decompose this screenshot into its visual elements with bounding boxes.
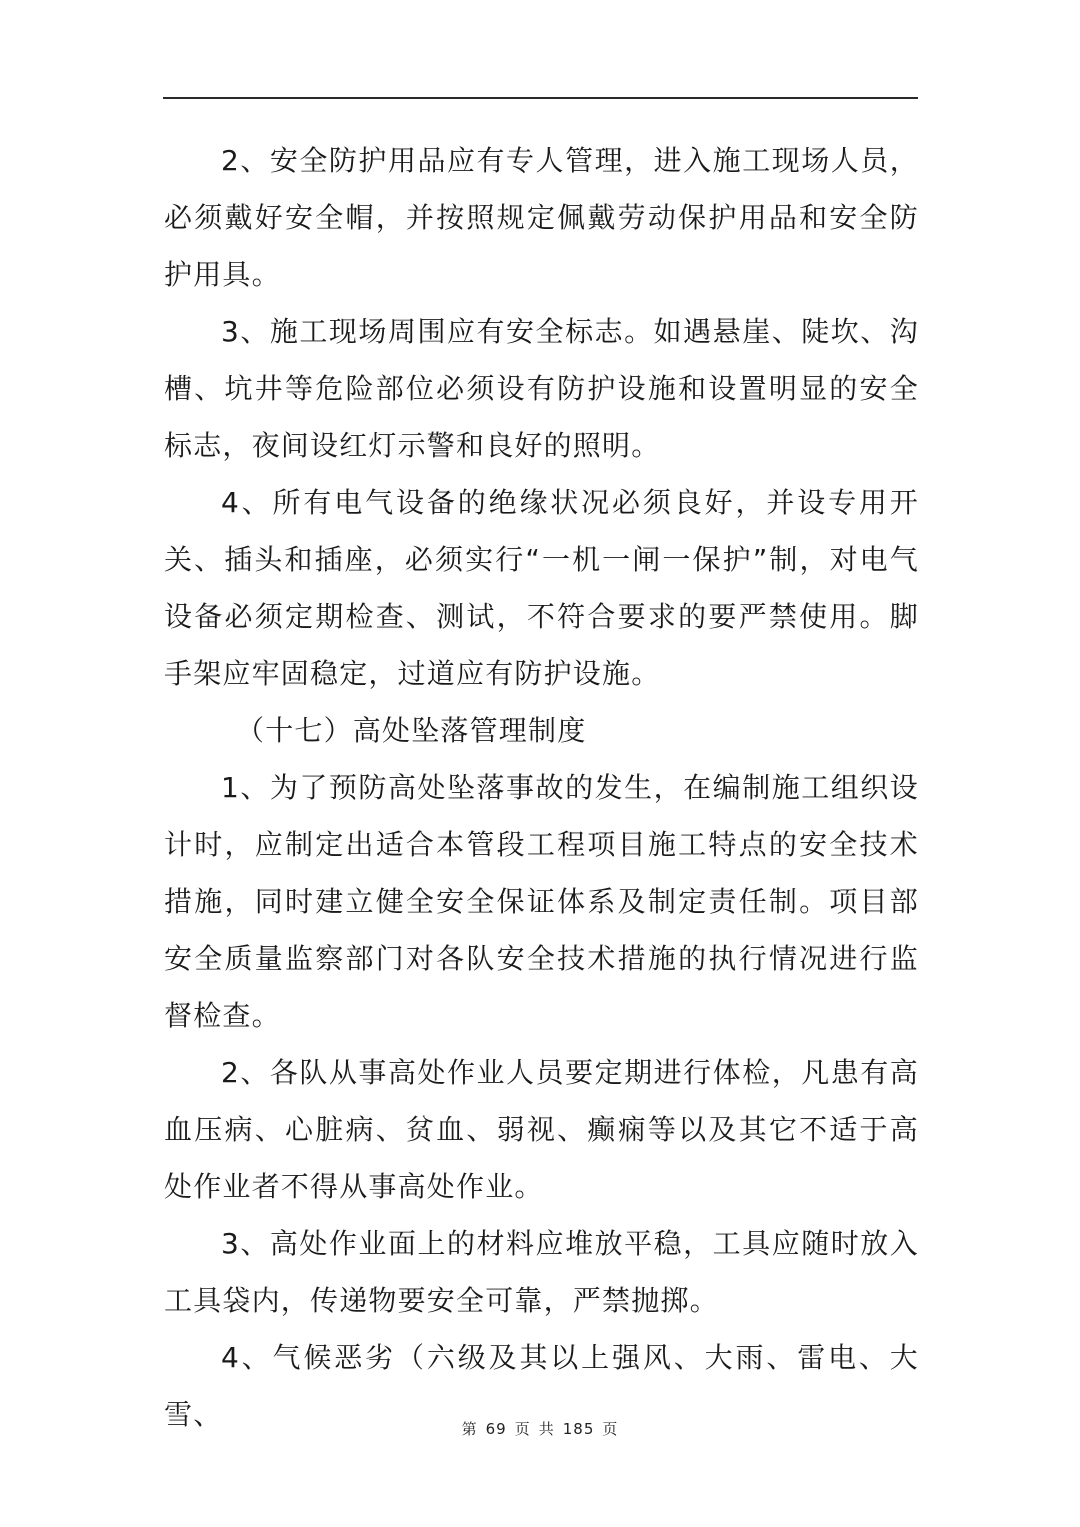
paragraph-section-17-item-2: 2、各队从事高处作业人员要定期进行体检，凡患有高血压病、心脏病、贫血、弱视、癫痫等以及其它不适于高处作业者不得从事高处作业。 [164,1056,919,1203]
footer-page-label: 页 [514,1420,531,1438]
footer-prefix: 第 [461,1420,478,1438]
paragraph-section-17-item-1: 1、为了预防高处坠落事故的发生，在编制施工组织设计时，应制定出适合本管段工程项目施工特点的安全技术措施，同时建立健全安全保证体系及制定责任制。项目部安全质量监察部门对各队安全技术措施的执行情况进行监督检查。 [164,771,919,1032]
section-heading-fall-management: （十七）高处坠落管理制度 [236,714,587,747]
footer-total-label: 共 [538,1420,555,1438]
paragraph-item-3-signs: 3、施工现场周围应有安全标志。如遇悬崖、陡坎、沟槽、坑井等危险部位必须设有防护设施和设置明显的安全标志，夜间设红灯示警和良好的照明。 [164,315,919,462]
footer-total-pages: 185 [562,1420,595,1438]
footer-page-end-label: 页 [602,1420,619,1438]
paragraph-item-2-ppe: 2、安全防护用品应有专人管理，进入施工现场人员，必须戴好安全帽，并按照规定佩戴劳动保护用品和安全防护用具。 [164,144,919,291]
header-rule [163,97,918,99]
footer-current-page: 69 [485,1420,507,1438]
paragraph-section-17-item-4: 4、气候恶劣（六级及其以上强风、大雨、雷电、大雪、 [164,1341,919,1431]
document-body [164,132,919,1443]
page-footer [0,1418,1080,1439]
paragraph-section-17-item-3: 3、高处作业面上的材料应堆放平稳，工具应随时放入工具袋内，传递物要安全可靠，严禁抛掷。 [164,1227,919,1317]
paragraph-item-4-electrical: 4、所有电气设备的绝缘状况必须良好，并设专用开关、插头和插座，必须实行“一机一闸一保护”制，对电气设备必须定期检查、测试，不符合要求的要严禁使用。脚手架应牢固稳定，过道应有防护设施。 [164,486,919,690]
